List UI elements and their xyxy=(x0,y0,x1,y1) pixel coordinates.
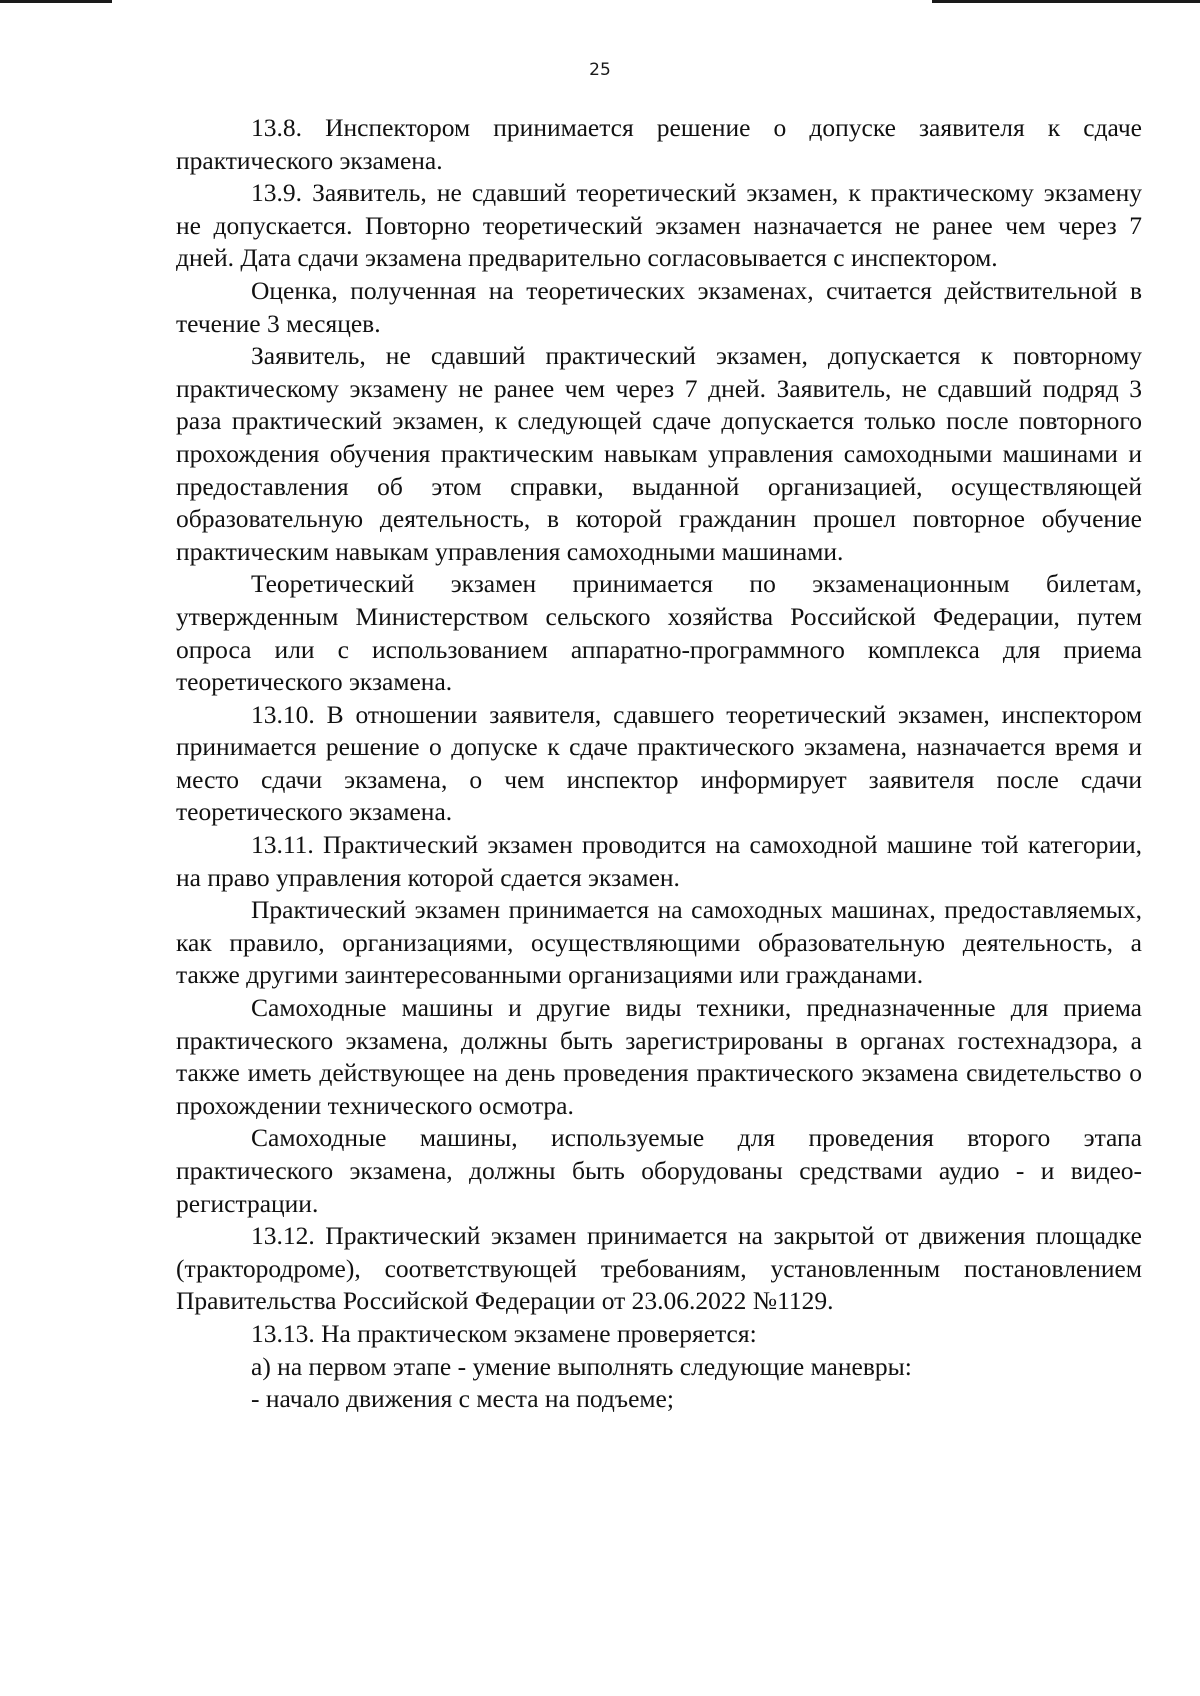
paragraph-13-8: 13.8. Инспектором принимается решение о допуске заявителя к сдаче практического экзамена. xyxy=(176,113,1142,175)
paragraph-13-12: 13.12. Практический экзамен принимается на закрытой от движения площадке (трактородроме), соответствующей требованиям, установленным постановлением Правительства Российской Федерации от 23.06.2022 №1129. xyxy=(176,1221,1142,1316)
page-number: 25 xyxy=(589,60,611,80)
paragraph-13-11: 13.11. Практический экзамен проводится на самоходной машине той категории, на право управления которой сдается экзамен. xyxy=(176,830,1142,892)
paragraph-assessment-validity: Оценка, полученная на теоретических экзаменах, считается действительной в течение 3 месяцев. xyxy=(176,275,1142,338)
document-body xyxy=(176,112,1142,1416)
paragraph-retake-practical: Заявитель, не сдавший практический экзамен, допускается к повторному практическому экзамену не ранее чем через 7 дней. Заявитель, не сдавший подряд 3 раза практический экзамен, к следующей сдаче допускается только после повторного прохождения обучения практическим навыкам управления самоходными машинами и предоставления об этом справки, выданной организацией, осуществляющей образовательную деятельность, в которой гражданин прошел повторное обучение практическим навыкам управления самоходными машинами. xyxy=(176,341,1142,566)
paragraph-13-13: 13.13. На практическом экзамене проверяется: xyxy=(251,1318,757,1348)
paragraph-machine-registration: Самоходные машины и другие виды техники, предназначенные для приема практического экзамена, должны быть зарегистрированы в органах гостехнадзора, а также иметь действующее на день проведения практического экзамена свидетельство о прохождении технического осмотра. xyxy=(176,993,1142,1120)
list-item-stage-one: а) на первом этапе - умение выполнять следующие маневры: xyxy=(251,1351,912,1381)
list-item-hill-start: - начало движения с места на подъеме; xyxy=(251,1384,674,1414)
paragraph-13-9: 13.9. Заявитель, не сдавший теоретический экзамен, к практическому экзамену не допускается. Повторно теоретический экзамен назначается не ранее чем через 7 дней. Дата сдачи экзамена предварительно согласовывается с инспектором. xyxy=(176,178,1142,273)
paragraph-exam-machines: Практический экзамен принимается на самоходных машинах, предоставляемых, как правило, организациями, осуществляющими образовательную деятельность, а также другими заинтересованными организациями или гражданами. xyxy=(176,895,1142,990)
paragraph-13-10: 13.10. В отношении заявителя, сдавшего теоретический экзамен, инспектором принимается решение о допуске к сдаче практического экзамена, назначается время и место сдачи экзамена, о чем инспектор информирует заявителя после сдачи теоретического экзамена. xyxy=(176,699,1142,827)
paragraph-audio-video: Самоходные машины, используемые для проведения второго этапа практического экзамена, должны быть оборудованы средствами аудио - и видео-регистрации. xyxy=(176,1123,1142,1218)
paragraph-theory-exam-tickets: Теоретический экзамен принимается по экзаменационным билетам, утвержденным Министерством сельского хозяйства Российской Федерации, путем опроса или с использованием аппаратно-программного комплекса для приема теоретического экзамена. xyxy=(176,569,1142,697)
